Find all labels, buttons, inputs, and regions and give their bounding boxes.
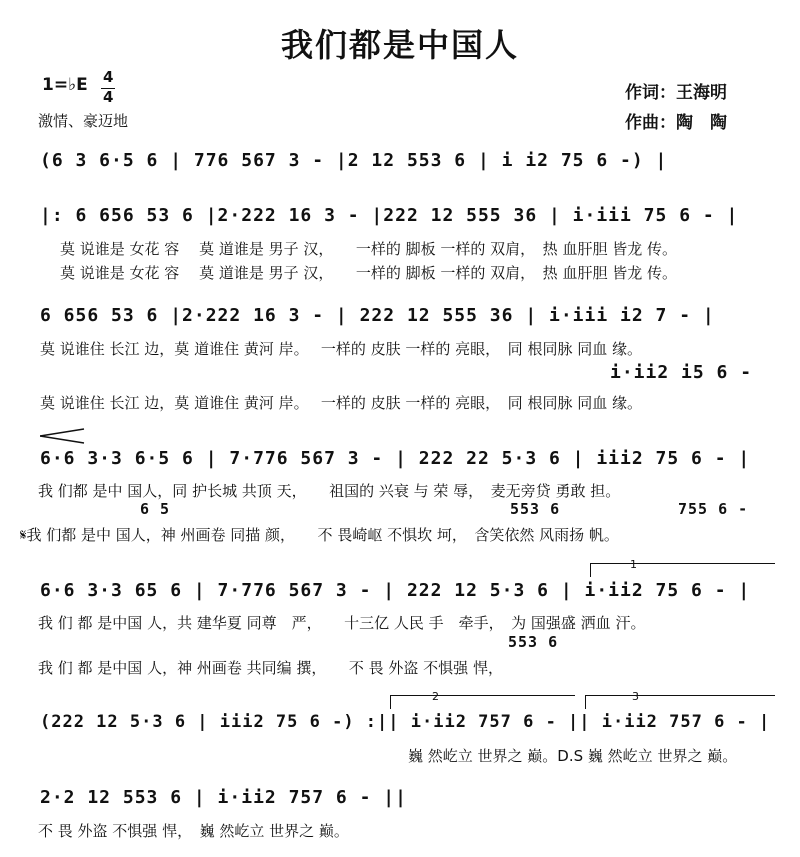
notation-row-5: 6·6 3·3 65 6 | 7·776 567 3 - | 222 12 5·3 6 | i·ii2 75 6 - |: [40, 580, 751, 601]
alternate-ending-row-3: i·ii2 i5 6 -: [610, 362, 753, 383]
lyric-row-2-verse-2: 莫 说谁是 女花 容 莫 道谁是 男子 汉， 一样的 脚板 一样的 双肩， 热 血肝胆 皆龙 传。: [60, 264, 677, 282]
volta-number-3: 3: [632, 690, 639, 703]
volta-number-2: 2: [432, 690, 439, 703]
lyric-row-4-verse-1: 我 们都 是中 国人，同 护长城 共顶 天， 祖国的 兴衰 与 荣 辱， 麦无旁贷 勇敢 担。: [38, 482, 621, 500]
notation-row-4: 6·6 3·3 6·5 6 | 7·776 567 3 - | 222 22 5·3 6 | iii2 75 6 - |: [40, 448, 751, 469]
volta-bracket-3: [585, 695, 775, 696]
crescendo-hairpin: [40, 428, 86, 444]
volta-bracket-1-hook: [590, 563, 591, 577]
volta-bracket-2: [390, 695, 575, 696]
notation-row-6: (222 12 5·3 6 | iii2 75 6 -) :|| i·ii2 757 6 - || i·ii2 757 6 - |: [40, 712, 771, 732]
time-signature-top: 4: [103, 68, 114, 86]
lyricist-credit: 作词：王海明: [625, 83, 727, 103]
notation-row-2: |: 6 656 53 6 |2·222 16 3 - |222 12 555 36 | i·iii 75 6 - |: [40, 205, 739, 226]
alternate-notes-row-5: 553 6: [508, 633, 559, 651]
lyric-row-3-verse-1: 莫 说谁住 长江 边，莫 道谁住 黄河 岸。 一样的 皮肤 一样的 亮眼， 同 根同脉 同血 缘。: [40, 340, 642, 358]
key-signature: 1=♭E: [42, 75, 88, 95]
volta-number-1: 1: [630, 558, 637, 571]
lyric-row-2-verse-1: 莫 说谁是 女花 容 莫 道谁是 男子 汉， 一样的 脚板 一样的 双肩， 热 血肝胆 皆龙 传。: [60, 240, 677, 258]
alternate-notes-row-4-b: 553 6: [510, 500, 561, 518]
lyric-row-7: 不 畏 外盗 不惧强 悍， 巍 然屹立 世界之 巅。: [38, 822, 349, 840]
volta-bracket-2-hook: [390, 695, 391, 709]
lyric-row-5-verse-2: 我 们 都 是中国 人，神 州画卷 共同编 撰， 不 畏 外盗 不惧强 悍，: [38, 659, 503, 677]
notation-row-1: (6 3 6·5 6 | 776 567 3 - |2 12 553 6 | i i2 75 6 -) |: [40, 150, 668, 171]
lyric-row-5-verse-1: 我 们 都 是中国 人，共 建华夏 同尊 严， 十三亿 人民 手 牵手， 为 国强盛 洒血 汗。: [38, 614, 646, 632]
lyric-row-4-verse-2: 𝄋我 们都 是中 国人，神 州画卷 同描 颜， 不 畏崎岖 不惧坎 坷， 含笑依然 风雨扬 帆。: [20, 526, 619, 544]
notation-row-7: 2·2 12 553 6 | i·ii2 757 6 - ||: [40, 787, 407, 808]
song-title: 我们都是中国人: [280, 26, 519, 64]
alternate-notes-row-4-c: 755 6 -: [678, 500, 749, 518]
lyric-row-3-verse-2: 莫 说谁住 长江 边，莫 道谁住 黄河 岸。 一样的 皮肤 一样的 亮眼， 同 根同脉 同血 缘。: [40, 394, 642, 412]
time-signature-bottom: 4: [103, 88, 114, 106]
composer-credit: 作曲：陶 陶: [625, 113, 727, 133]
volta-bracket-3-hook: [585, 695, 586, 709]
volta-bracket-1: [590, 563, 775, 564]
lyric-row-6: 巍 然屹立 世界之 巅。D.S 巍 然屹立 世界之 巅。: [408, 747, 738, 765]
tempo-marking: 激情、豪迈地: [38, 112, 129, 130]
alternate-notes-row-4-a: 6 5: [140, 500, 171, 518]
notation-row-3: 6 656 53 6 |2·222 16 3 - | 222 12 555 36 | i·iii i2 7 - |: [40, 305, 715, 326]
